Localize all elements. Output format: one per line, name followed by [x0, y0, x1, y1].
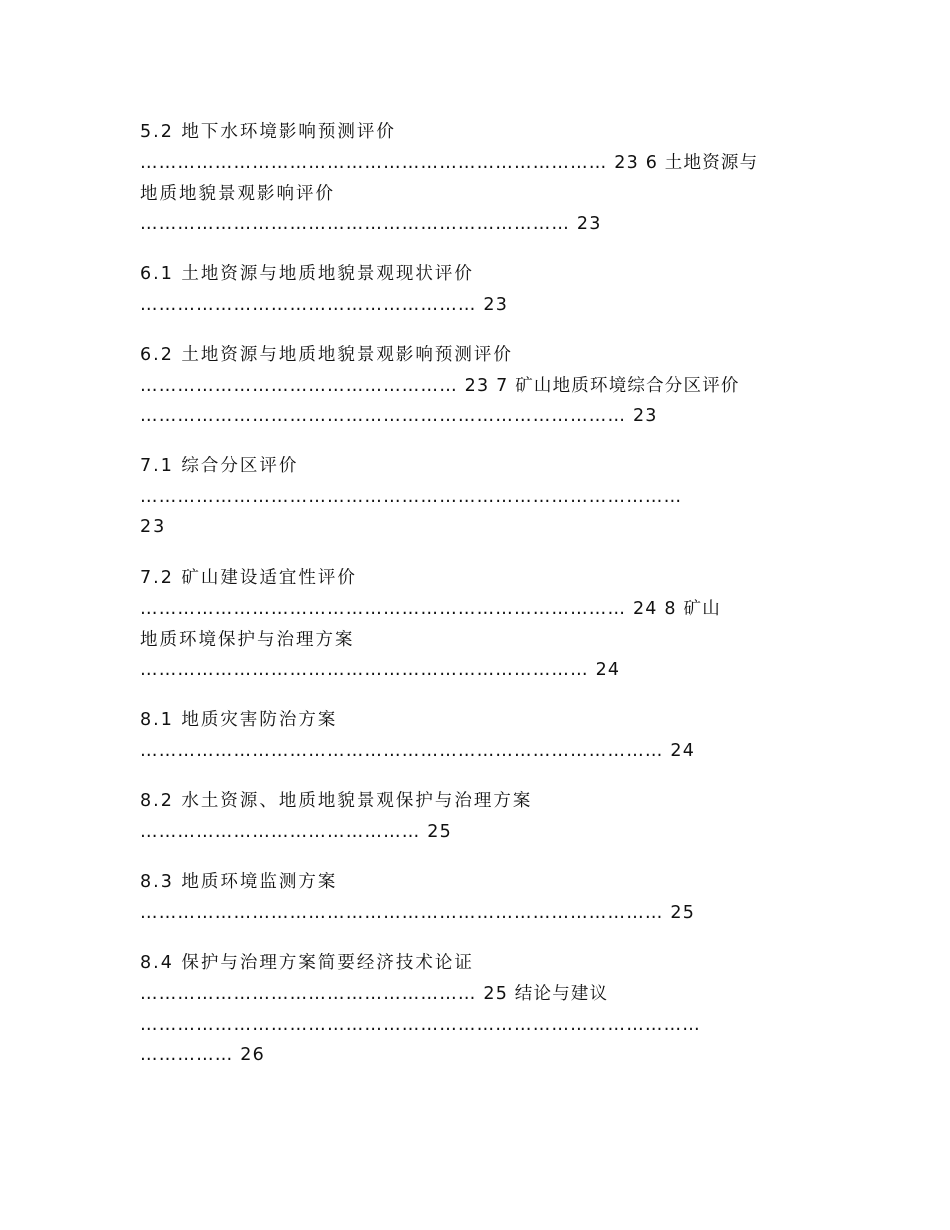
toc-entry-7-2: 7.2 矿山建设适宜性评价 [140, 568, 357, 588]
toc-leader-line: …………………………………………………………………………… [140, 487, 683, 507]
toc-leader-line: ……………………………………………… 23 [140, 295, 509, 315]
toc-entry-5-2: 5.2 地下水环境影响预测评价 [140, 122, 396, 142]
toc-entry-6-2: 6.2 土地资源与地质地貌景观影响预测评价 [140, 345, 513, 365]
toc-entry-8-2: 8.2 水土资源、地质地貌景观保护与治理方案 [140, 791, 533, 811]
toc-leader-line: …………… 26 [140, 1045, 265, 1065]
toc-entry-6: 地质地貌景观影响评价 [140, 184, 335, 204]
toc-entry-8: 地质环境保护与治理方案 [140, 630, 355, 650]
toc-entry-8-4: 8.4 保护与治理方案简要经济技术论证 [140, 953, 474, 973]
toc-leader-line: ……………………………………………… 25 结论与建议 [140, 984, 609, 1004]
toc-leader-line: …………………………………………… 23 7 矿山地质环境综合分区评价 [140, 376, 740, 396]
toc-leader-line: …………………………………………………………………… 24 8 矿山 [140, 599, 721, 619]
toc-leader-line: …………………………………………………………… 23 [140, 214, 602, 234]
toc-leader-line: ………………………………………………………………… 23 6 土地资源与 [140, 153, 759, 173]
toc-leader-line: ……………………………………………………………………………… [140, 1015, 701, 1035]
toc-leader-line: ………………………………………………………………………… 24 [140, 741, 696, 761]
toc-entry-8-3: 8.3 地质环境监测方案 [140, 872, 338, 892]
toc-leader-line: ……………………………………… 25 [140, 822, 452, 842]
toc-leader-line: ………………………………………………………………………… 25 [140, 903, 696, 923]
toc-entry-8-1: 8.1 地质灾害防治方案 [140, 710, 338, 730]
toc-leader-line: …………………………………………………………………… 23 [140, 406, 658, 426]
toc-leader-line: ……………………………………………………………… 24 [140, 660, 621, 680]
toc-entry-7-1: 7.1 综合分区评价 [140, 456, 299, 476]
toc-entry-6-1: 6.1 土地资源与地质地貌景观现状评价 [140, 264, 474, 284]
toc-page-number: 23 [140, 517, 167, 537]
